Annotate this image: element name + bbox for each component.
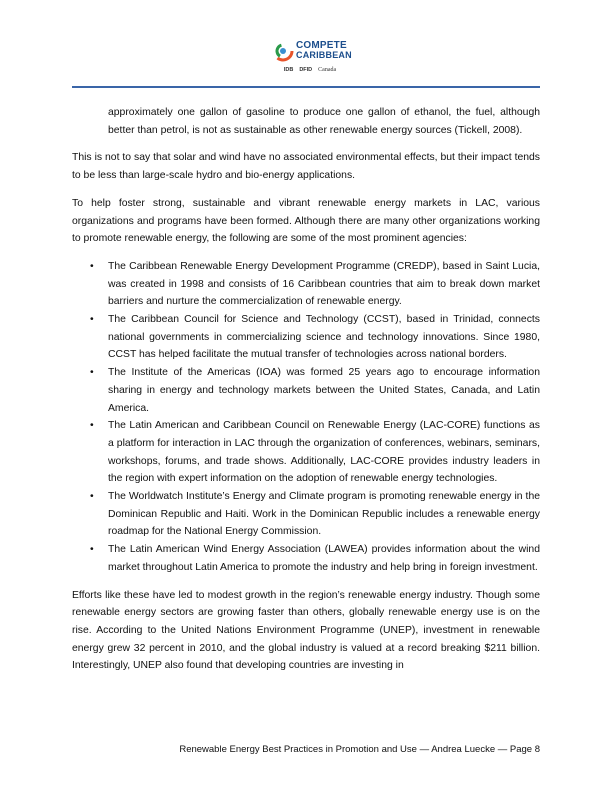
- bullet-icon: •: [90, 260, 94, 272]
- page-body: [72, 104, 540, 685]
- bullet-icon: •: [90, 367, 94, 379]
- partner-idb: IDB: [283, 67, 294, 73]
- bullet-icon: •: [90, 314, 94, 326]
- partner-logos: [270, 67, 350, 73]
- list-item: [90, 417, 540, 488]
- list-item: [90, 258, 540, 311]
- partner-dfid: DFID: [299, 67, 313, 73]
- list-item-text: The Caribbean Council for Science and Technology (CCST), based in Trinidad, connects national governments in commercializing science and technology innovations. Since 1980, CCST has helped facilitate the mutual transfer of technologies across national borders.: [108, 314, 540, 361]
- quote-continuation: approximately one gallon of gasoline to produce one gallon of ethanol, the fuel, although better than petrol, is not as sustainable as other renewable energy sources (Tickell, 2008).: [108, 107, 540, 136]
- list-item: [90, 541, 540, 576]
- list-item: [90, 364, 540, 417]
- list-item-text: The Institute of the Americas (IOA) was formed 25 years ago to encourage information sharing in energy and technology markets between the United States, Canada, and Latin America.: [108, 367, 540, 414]
- list-item-text: The Worldwatch Institute’s Energy and Climate program is promoting renewable energy in the Dominican Republic and Haiti. Work in the Dominican Republic includes a renewable energy roadmap for the National Energy Commission.: [108, 491, 540, 538]
- logo-word-caribbean: CARIBBEAN: [296, 50, 352, 60]
- paragraph-growth: Efforts like these have led to modest growth in the region’s renewable energy industry. Though some renewable energy sectors are growing faster than others, globally renewable energy use is on the rise. According to the United Nations Environment Programme (UNEP), investment in renewable energy grew 32 percent in 2010, and the global industry is valued at a record breaking $211 billion. Interestingly, UNEP also found that developing countries are investing in: [72, 589, 540, 672]
- list-item-text: The Latin American and Caribbean Council on Renewable Energy (LAC-CORE) functions as a platform for interaction in LAC through the organization of conferences, webinars, seminars, workshops, forums, and trade shows. Additionally, LAC-CORE provides industry leaders in the region with expert information on the adoption of renewable energy technologies.: [108, 420, 540, 485]
- header-divider: [72, 86, 540, 88]
- bullet-icon: •: [90, 544, 94, 556]
- list-item-text: The Caribbean Renewable Energy Development Programme (CREDP), based in Saint Lucia, was created in 1998 and consists of 16 Caribbean countries that aim to break down market barriers and nurture the commercialization of renewable energy.: [108, 260, 540, 308]
- compete-caribbean-logo: [270, 40, 350, 80]
- page-header: [0, 0, 612, 90]
- page-footer: Renewable Energy Best Practices in Promotion and Use — Andrea Luecke — Page 8: [179, 744, 540, 755]
- list-item: [90, 488, 540, 541]
- paragraph-organizations-intro: To help foster strong, sustainable and vibrant renewable energy markets in LAC, various organizations and programs have been formed. Although there are many other organizations working to promote renewable energy, the following are some of the most prominent agencies:: [72, 197, 540, 245]
- list-item-text: The Latin American Wind Energy Association (LAWEA) provides information about the wind market throughout Latin America to promote the industry and help bring in foreign investment.: [108, 544, 540, 573]
- paragraph-environmental-effects: This is not to say that solar and wind have no associated environmental effects, but their impact tends to be less than large-scale hydro and bio-energy applications.: [72, 152, 540, 182]
- bullet-icon: •: [90, 491, 94, 503]
- agencies-list: [72, 258, 540, 577]
- logo-word-compete: COMPETE: [296, 40, 347, 51]
- partner-canada: Canada: [318, 67, 337, 73]
- list-item: [90, 311, 540, 364]
- bullet-icon: •: [90, 420, 94, 432]
- compete-caribbean-emblem-icon: [272, 40, 294, 62]
